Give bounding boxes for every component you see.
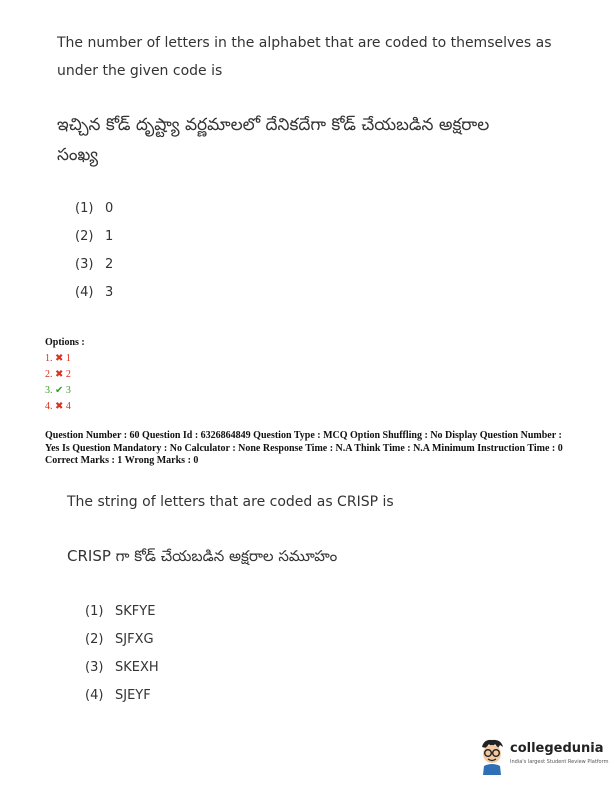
options-header: Options :	[45, 337, 85, 348]
q1-telugu-line1: ఇచ్చిన కోడ్ దృష్ట్యా వర్ణమాలలో దేనికదేగా కోడ్ చేయబడిన అక్షరాల	[57, 115, 490, 135]
option-value: 2	[65, 369, 71, 380]
q1-option-number: (2)	[75, 229, 94, 244]
option-label: 2.	[45, 369, 53, 380]
option-label: 1.	[45, 353, 53, 364]
logo-name: collegedunia	[510, 741, 604, 756]
cross-icon: ✖	[55, 353, 64, 364]
q2-option-text: SJFXG	[115, 632, 154, 647]
q1-option	[75, 229, 113, 244]
q1-option	[75, 285, 113, 300]
collegedunia-logo	[476, 735, 609, 780]
q1-option-text: 3	[105, 285, 114, 300]
option-label: 4.	[45, 401, 53, 412]
q1-option	[75, 257, 113, 272]
q2-telugu: CRISP గా కోడ్ చేయబడిన అక్షరాల సమూహం	[67, 547, 338, 565]
q2-option-number: (1)	[85, 604, 104, 619]
q1-option-number: (1)	[75, 201, 94, 216]
q1-text-line2: under the given code is	[57, 63, 223, 79]
q2-option	[85, 688, 151, 703]
option-item	[45, 367, 85, 383]
options-list	[45, 335, 85, 415]
q2-option-text: SKEXH	[115, 660, 159, 675]
check-icon: ✔	[55, 385, 64, 396]
cross-icon: ✖	[55, 401, 64, 412]
option-label: 3.	[45, 385, 53, 396]
option-value: 3	[65, 385, 71, 396]
option-item	[45, 383, 85, 399]
q2-text: The string of letters that are coded as CRISP is	[67, 494, 394, 510]
q1-option	[75, 201, 113, 216]
student-mascot-icon	[476, 737, 508, 777]
q2-option-number: (2)	[85, 632, 104, 647]
q1-option-text: 2	[105, 257, 114, 272]
option-item	[45, 399, 85, 415]
q1-text-line1: The number of letters in the alphabet that are coded to themselves as	[57, 35, 552, 51]
q1-option-text: 1	[105, 229, 114, 244]
question-meta-details: Question Number : 60 Question Id : 6326864849 Question Type : MCQ Option Shuffling : No Display Question Number : Yes Is Question Mandatory : No Calculator : None Response Time : N.A Think Time : N.A Minimum Instruction Time : 0	[45, 430, 563, 454]
option-value: 1	[65, 353, 71, 364]
option-value: 4	[65, 401, 71, 412]
q1-option-number: (3)	[75, 257, 94, 272]
q2-option	[85, 604, 155, 619]
q1-option-text: 0	[105, 201, 114, 216]
q1-option-number: (4)	[75, 285, 94, 300]
question-meta	[45, 430, 575, 468]
question-meta-marks: Correct Marks : 1 Wrong Marks : 0	[45, 455, 199, 466]
q2-option	[85, 660, 159, 675]
q2-option-text: SJEYF	[115, 688, 151, 703]
q2-option-text: SKFYE	[115, 604, 156, 619]
q1-telugu-line2: సంఖ్య	[57, 145, 98, 165]
q2-option-number: (4)	[85, 688, 104, 703]
q2-option-number: (3)	[85, 660, 104, 675]
logo-tagline: India's largest Student Review Platform	[510, 759, 609, 765]
option-item	[45, 351, 85, 367]
q2-option	[85, 632, 154, 647]
cross-icon: ✖	[55, 369, 64, 380]
